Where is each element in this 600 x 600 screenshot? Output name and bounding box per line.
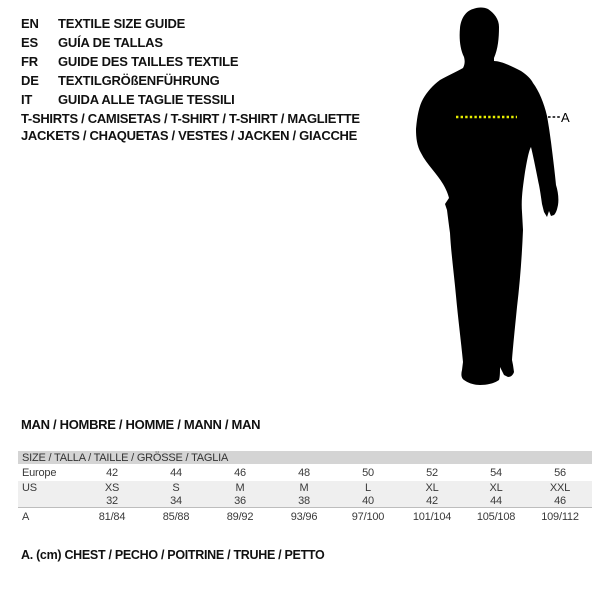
language-title: GUIDA ALLE TAGLIE TESSILI	[58, 92, 235, 107]
language-code: FR	[21, 54, 38, 69]
table-cell: 85/88	[162, 511, 190, 523]
row-label: A	[22, 511, 30, 523]
language-row-fr	[21, 52, 238, 71]
language-title: GUIDE DES TAILLES TEXTILE	[58, 54, 239, 69]
table-cell: 97/100	[351, 511, 385, 523]
table-cell: 44	[170, 466, 182, 479]
size-table-header: SIZE / TALLA / TAILLE / GRÖSSE / TAGLIA	[18, 451, 592, 464]
man-silhouette-figure	[400, 0, 570, 400]
table-cell: 56	[554, 466, 566, 479]
table-cell: S	[172, 481, 180, 494]
table-row-numeric	[18, 494, 592, 507]
table-cell: 34	[170, 494, 182, 507]
language-row-es	[21, 33, 238, 52]
language-list	[21, 14, 238, 109]
table-cell: 105/108	[476, 511, 516, 523]
language-row-de	[21, 71, 238, 90]
table-cell: 52	[426, 466, 438, 479]
size-table	[18, 451, 592, 526]
table-cell: 93/96	[290, 511, 318, 523]
table-cell: 32	[106, 494, 118, 507]
table-cell: XS	[104, 481, 120, 494]
section-title-man: MAN / HOMBRE / HOMME / MANN / MAN	[21, 417, 261, 432]
table-row-us	[18, 481, 592, 494]
language-code: DE	[21, 73, 39, 88]
table-cell: 101/104	[412, 511, 452, 523]
table-cell: XL	[489, 481, 503, 494]
language-title: GUÍA DE TALLAS	[58, 35, 163, 50]
table-cell: 38	[298, 494, 310, 507]
language-code: IT	[21, 92, 33, 107]
language-row-en	[21, 14, 238, 33]
table-cell: 54	[490, 466, 502, 479]
table-cell: 36	[234, 494, 246, 507]
table-row-chest-a	[18, 507, 592, 526]
table-cell: XL	[425, 481, 439, 494]
measurement-label-a: A	[561, 110, 570, 125]
category-line-tshirts: T-SHIRTS / CAMISETAS / T-SHIRT / T-SHIRT / MAGLIETTE	[21, 111, 360, 126]
table-cell: 40	[362, 494, 374, 507]
table-cell: 46	[554, 494, 566, 507]
table-cell: M	[235, 481, 245, 494]
language-title: TEXTILGRÖßENFÜHRUNG	[58, 73, 220, 88]
table-cell: M	[299, 481, 309, 494]
language-title: TEXTILE SIZE GUIDE	[58, 16, 186, 31]
table-cell: 44	[490, 494, 502, 507]
table-cell: 109/112	[541, 511, 579, 523]
language-code: ES	[21, 35, 38, 50]
table-cell: 89/92	[226, 511, 254, 523]
row-label: Europe	[22, 466, 57, 479]
measurement-footnote: A. (cm) CHEST / PECHO / POITRINE / TRUHE / PETTO	[21, 548, 325, 562]
row-label: US	[22, 481, 37, 494]
man-silhouette-svg	[400, 0, 570, 400]
table-cell: 42	[426, 494, 438, 507]
man-silhouette-shape	[416, 8, 558, 386]
table-cell: L	[365, 481, 371, 494]
table-cell: 46	[234, 466, 246, 479]
table-cell: 42	[106, 466, 118, 479]
category-line-jackets: JACKETS / CHAQUETAS / VESTES / JACKEN / GIACCHE	[21, 128, 357, 143]
table-cell: XXL	[549, 481, 571, 494]
table-cell: 50	[362, 466, 374, 479]
table-row-europe	[18, 464, 592, 481]
table-cell: 81/84	[98, 511, 126, 523]
language-code: EN	[21, 16, 39, 31]
language-row-it	[21, 90, 238, 109]
table-cell: 48	[298, 466, 310, 479]
garment-category-lines	[21, 110, 360, 144]
